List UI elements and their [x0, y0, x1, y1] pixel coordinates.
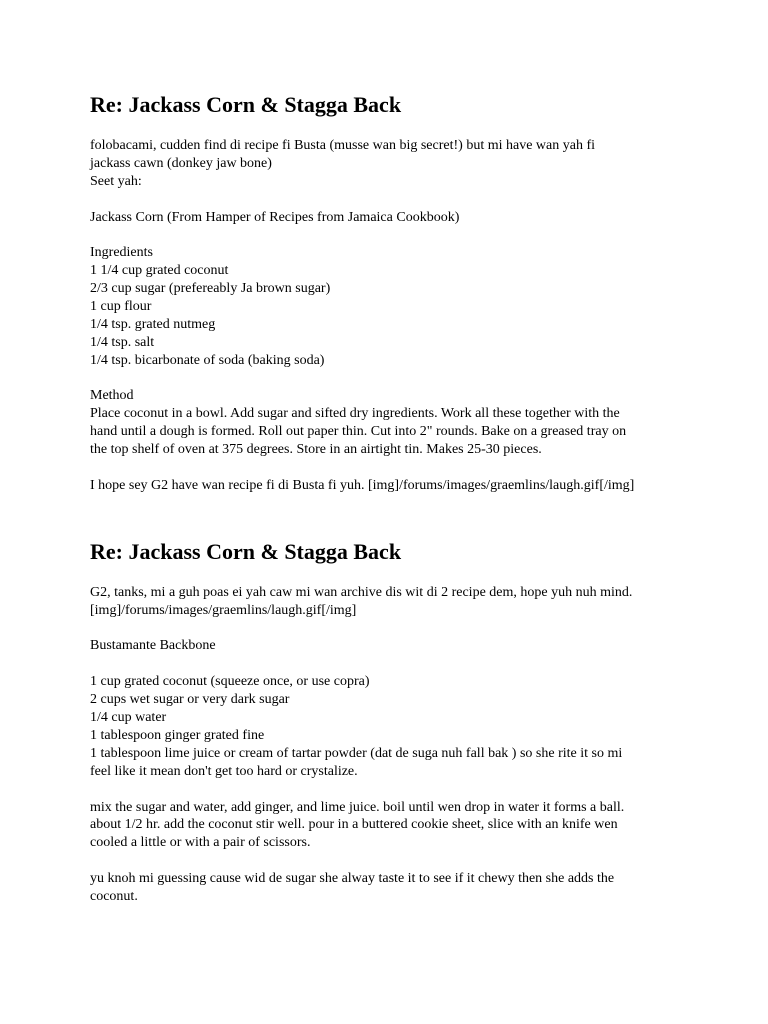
recipe-source: [90, 209, 768, 227]
text-line: folobacami, cudden find di recipe fi Busta (musse wan big secret!) but mi have wan yah fi: [90, 138, 596, 153]
text-line: Seet yah:: [90, 173, 142, 189]
text-line: hand until a dough is formed. Roll out paper thin. Cut into 2" rounds. Bake on a greased tray on: [90, 424, 627, 440]
text-line: [img]/forums/images/graemlins/laugh.gif[/img]: [90, 602, 357, 618]
paragraph: [90, 584, 768, 620]
paragraph: [90, 870, 768, 906]
ingredients-list: [90, 673, 768, 780]
method-section: [90, 387, 768, 459]
ingredients-list: [90, 244, 768, 369]
post-title: Re: Jackass Corn & Stagga Back: [90, 92, 402, 117]
ingredient-item: 1 tablespoon ginger grated fine: [90, 727, 265, 743]
text-line: Place coconut in a bowl. Add sugar and sifted dry ingredients. Work all these together with the: [90, 406, 620, 422]
paragraph: [90, 137, 768, 191]
text-line: the top shelf of oven at 375 degrees. Store in an airtight tin. Makes 25-30 pieces.: [90, 442, 542, 458]
forum-post: [90, 539, 768, 906]
forum-post: [90, 92, 768, 495]
ingredient-item: 1 tablespoon lime juice or cream of tartar powder (dat de suga nuh fall bak ) so she rite it so mi: [90, 745, 623, 761]
ingredient-item: 1/4 tsp. bicarbonate of soda (baking soda): [90, 352, 325, 368]
ingredient-item: 1/4 tsp. salt: [90, 334, 155, 350]
section-label: Method: [90, 388, 134, 404]
text-line: I hope sey G2 have wan recipe fi di Busta fi yuh. [img]/forums/images/graemlins/laugh.gif[/img]: [90, 477, 635, 493]
recipe-name: [90, 637, 768, 655]
ingredient-item: 1/4 cup water: [90, 710, 167, 726]
ingredient-item: 1 1/4 cup grated coconut: [90, 263, 229, 279]
text-line: cooled a little or with a pair of scissors.: [90, 835, 311, 851]
text-line: G2, tanks, mi a guh poas ei yah caw mi wan archive dis wit di 2 recipe dem, hope yuh nuh mind.: [90, 584, 633, 600]
post-body: [90, 137, 768, 495]
ingredient-item: 2/3 cup sugar (prefereably Ja brown sugar): [90, 281, 331, 297]
ingredient-item: 2 cups wet sugar or very dark sugar: [90, 692, 290, 708]
text-line: jackass cawn (donkey jaw bone): [90, 155, 272, 171]
text-line: coconut.: [90, 888, 138, 904]
method-section: [90, 799, 768, 853]
text-line: Bustamante Backbone: [90, 638, 216, 654]
text-line: feel like it mean don't get too hard or crystalize.: [90, 763, 358, 779]
section-label: Ingredients: [90, 245, 153, 261]
text-line: Jackass Corn (From Hamper of Recipes from Jamaica Cookbook): [90, 209, 460, 225]
text-line: about 1/2 hr. add the coconut stir well. pour in a buttered cookie sheet, slice with an knife wen: [90, 817, 618, 833]
text-line: mix the sugar and water, add ginger, and lime juice. boil until wen drop in water it forms a ball.: [90, 799, 625, 815]
post-title: Re: Jackass Corn & Stagga Back: [90, 538, 402, 564]
ingredient-item: 1 cup flour: [90, 299, 152, 315]
text-line: yu knoh mi guessing cause wid de sugar she alway taste it to see if it chewy then she adds the: [90, 871, 615, 887]
ingredient-item: 1/4 tsp. grated nutmeg: [90, 316, 216, 332]
post-body: [90, 584, 768, 906]
ingredient-item: 1 cup grated coconut (squeeze once, or use copra): [90, 674, 370, 690]
paragraph: [90, 477, 768, 495]
